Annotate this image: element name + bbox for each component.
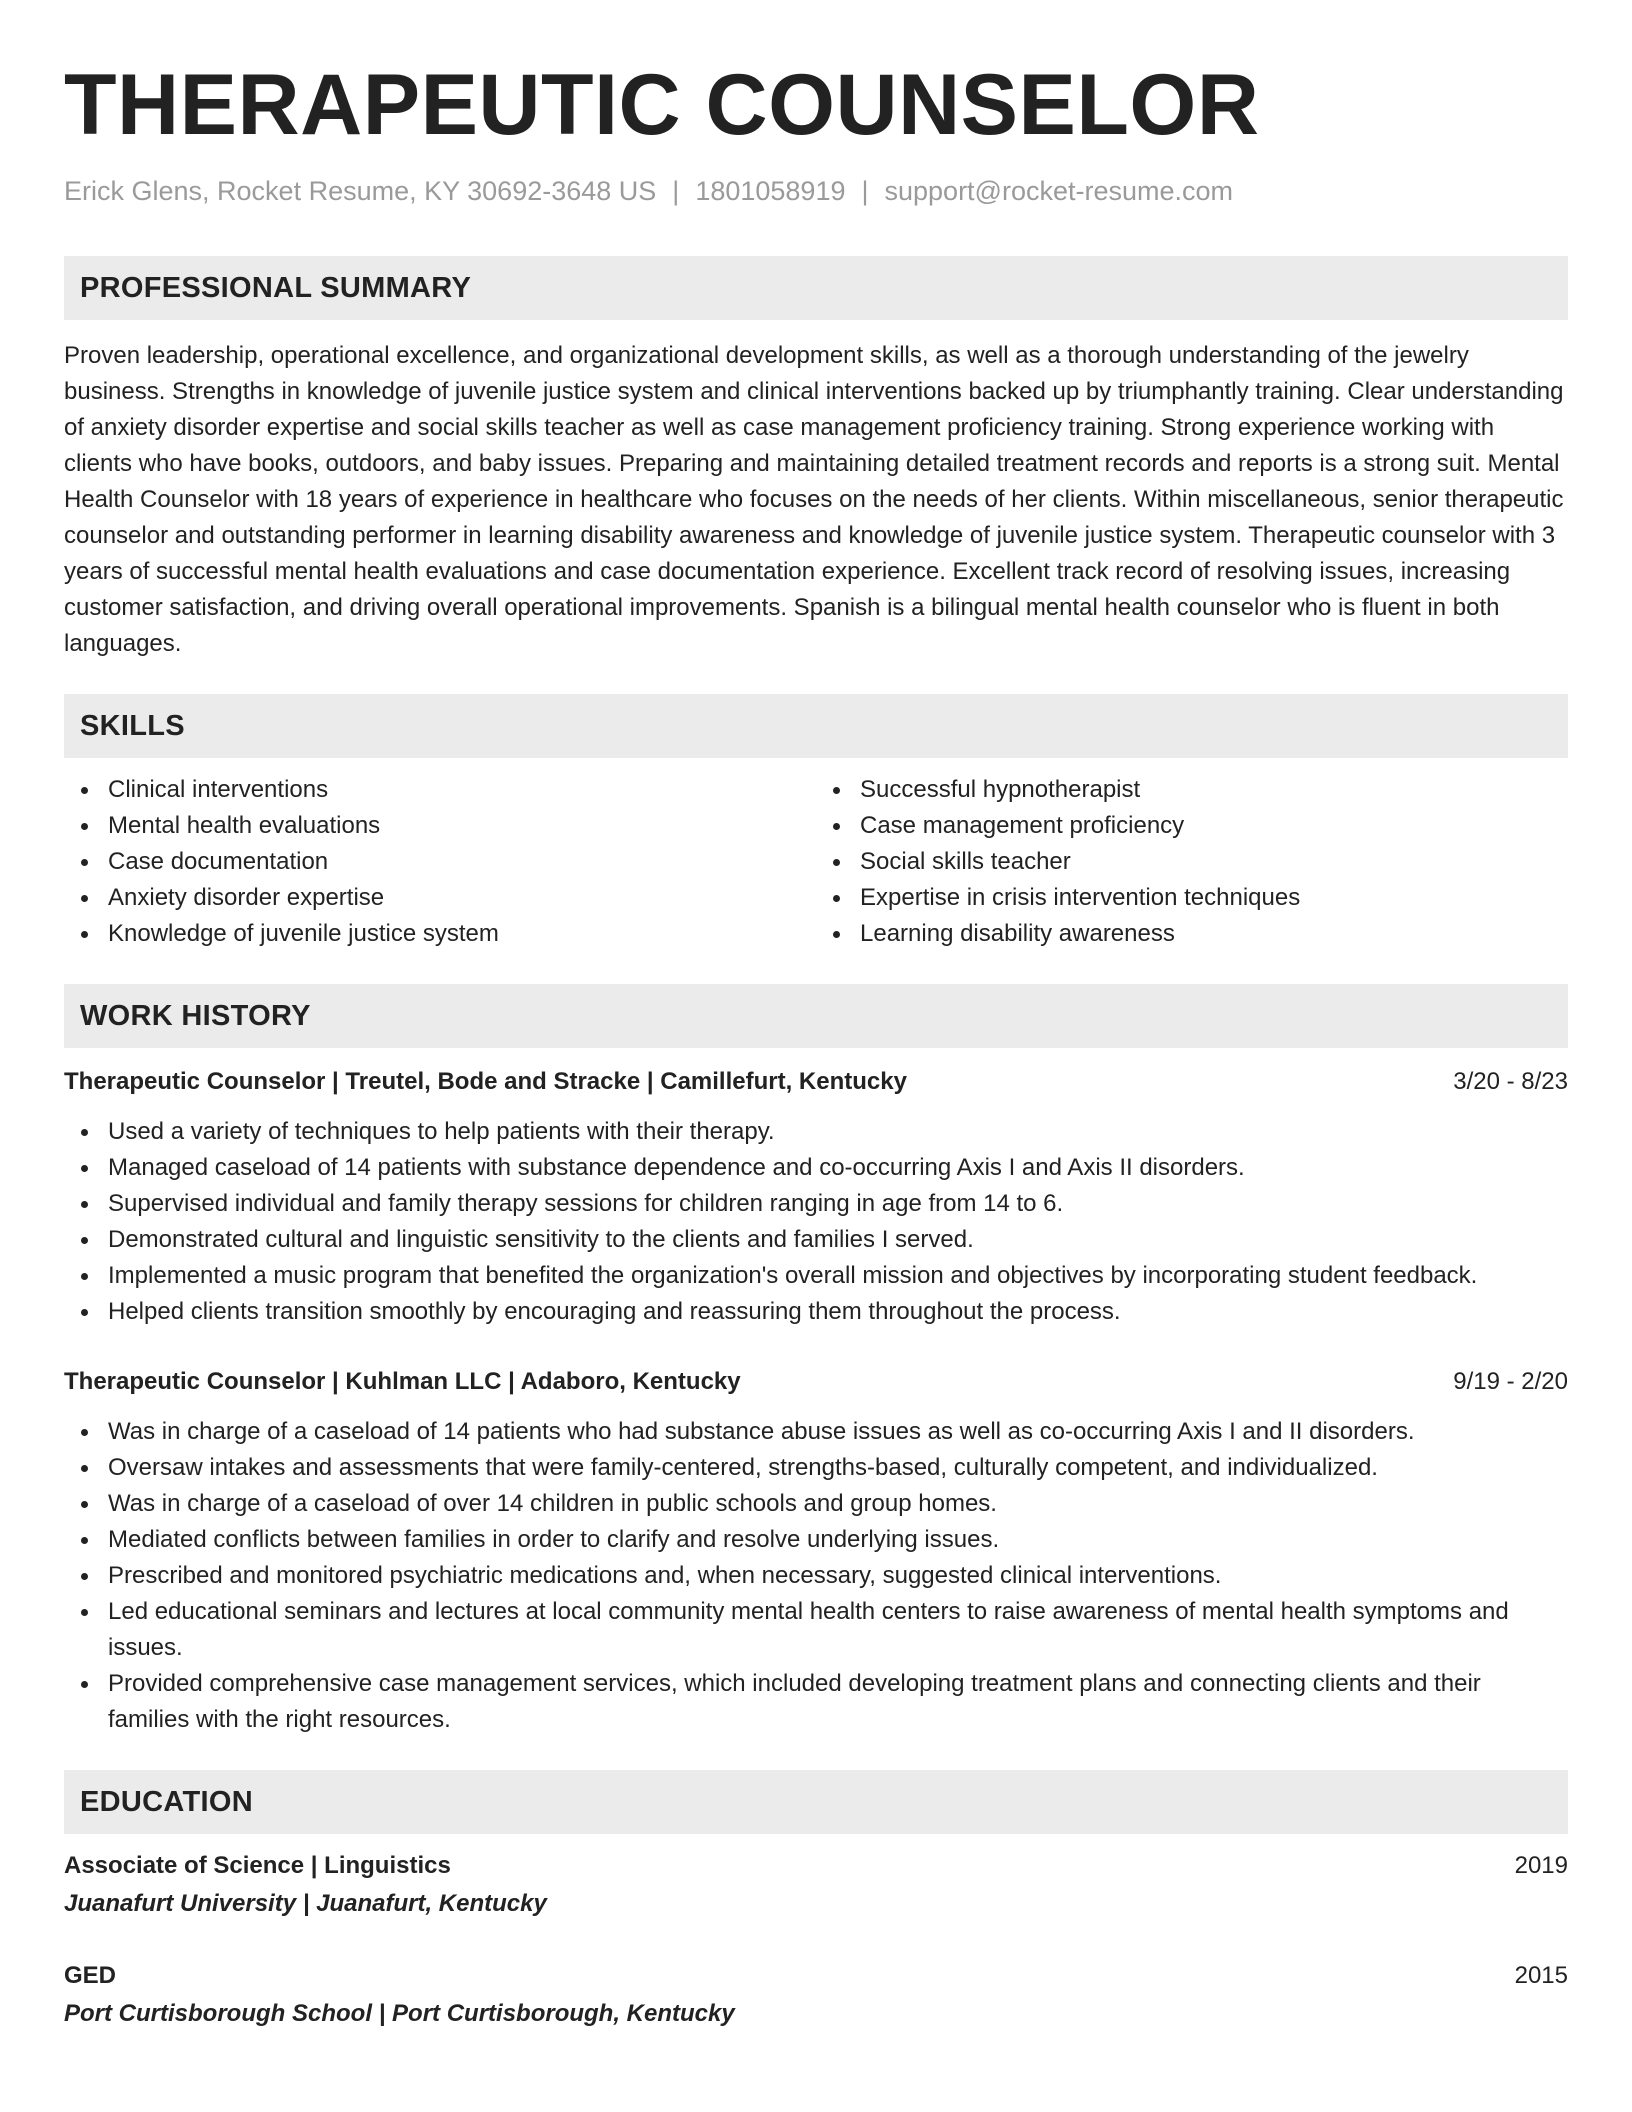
skill-item: Social skills teacher <box>860 844 1568 880</box>
contact-phone: 1801058919 <box>695 176 846 206</box>
education-header <box>64 1848 1568 1884</box>
job-duty: Helped clients transition smoothly by encouraging and reassuring them throughout the process. <box>108 1294 1568 1330</box>
skill-item: Mental health evaluations <box>108 808 816 844</box>
job-duty: Demonstrated cultural and linguistic sensitivity to the clients and families I served. <box>108 1222 1568 1258</box>
job-title: Therapeutic Counselor | Kuhlman LLC | Adaboro, Kentucky <box>64 1368 741 1395</box>
education-school: Port Curtisborough School | Port Curtisborough, Kentucky <box>64 2000 735 2027</box>
education-entry <box>64 1848 1568 1924</box>
skill-item: Case documentation <box>108 844 816 880</box>
job-duty: Implemented a music program that benefited the organization's overall mission and objectives by incorporating student feedback. <box>108 1258 1568 1294</box>
job-header <box>64 1364 1568 1400</box>
job-duty: Mediated conflicts between families in order to clarify and resolve underlying issues. <box>108 1522 1568 1558</box>
skill-item: Case management proficiency <box>860 808 1568 844</box>
skills-list <box>64 772 1568 952</box>
skills-heading: SKILLS <box>80 709 185 742</box>
skill-item: Learning disability awareness <box>860 916 1568 952</box>
job-duty: Provided comprehensive case management services, which included developing treatment plans and connecting clients and their families with the right resources. <box>108 1666 1568 1738</box>
skill-item: Anxiety disorder expertise <box>108 880 816 916</box>
education-year: 2015 <box>1514 1962 1568 1989</box>
job-duty: Led educational seminars and lectures at local community mental health centers to raise awareness of mental health symptoms and issues. <box>108 1594 1568 1666</box>
skill-item: Successful hypnotherapist <box>860 772 1568 808</box>
contact-address: Erick Glens, Rocket Resume, KY 30692-3648 US <box>64 176 657 206</box>
education-heading: EDUCATION <box>80 1785 253 1818</box>
education-year: 2019 <box>1514 1852 1568 1879</box>
job-duty: Was in charge of a caseload of 14 patients who had substance abuse issues as well as co-occurring Axis I and II disorders. <box>108 1414 1568 1450</box>
education-entry <box>64 1958 1568 2034</box>
contact-email: support@rocket-resume.com <box>884 176 1234 206</box>
job-duty: Prescribed and monitored psychiatric medications and, when necessary, suggested clinical interventions. <box>108 1558 1568 1594</box>
education-school: Juanafurt University | Juanafurt, Kentucky <box>64 1890 547 1917</box>
contact-line <box>64 174 1568 208</box>
education-section-header <box>64 1770 1568 1834</box>
job-duty: Used a variety of techniques to help patients with their therapy. <box>108 1114 1568 1150</box>
resume-title: THERAPEUTIC COUNSELOR <box>64 57 1260 153</box>
skill-item: Clinical interventions <box>108 772 816 808</box>
work-section-header <box>64 984 1568 1048</box>
job-header <box>64 1064 1568 1100</box>
contact-separator: | <box>861 176 869 206</box>
education-degree: GED <box>64 1962 117 1989</box>
job-dates: 3/20 - 8/23 <box>1453 1068 1568 1095</box>
job-title: Therapeutic Counselor | Treutel, Bode and Stracke | Camillefurt, Kentucky <box>64 1068 907 1095</box>
job-duties <box>64 1414 1568 1738</box>
job-duty: Was in charge of a caseload of over 14 children in public schools and group homes. <box>108 1486 1568 1522</box>
contact-separator: | <box>672 176 680 206</box>
summary-heading: PROFESSIONAL SUMMARY <box>80 271 472 304</box>
work-heading: WORK HISTORY <box>80 999 311 1032</box>
job-duty: Oversaw intakes and assessments that were family-centered, strengths-based, culturally competent, and individualized. <box>108 1450 1568 1486</box>
job-entry <box>64 1364 1568 1738</box>
skills-column-left <box>64 772 816 952</box>
job-dates: 9/19 - 2/20 <box>1453 1368 1568 1395</box>
job-entry <box>64 1064 1568 1330</box>
skills-column-right <box>816 772 1568 952</box>
job-duty: Managed caseload of 14 patients with substance dependence and co-occurring Axis I and Axis II disorders. <box>108 1150 1568 1186</box>
job-duty: Supervised individual and family therapy sessions for children ranging in age from 14 to 6. <box>108 1186 1568 1222</box>
skills-section-header <box>64 694 1568 758</box>
skill-item: Knowledge of juvenile justice system <box>108 916 816 952</box>
job-duties <box>64 1114 1568 1330</box>
summary-section-header <box>64 256 1568 320</box>
skill-item: Expertise in crisis intervention techniques <box>860 880 1568 916</box>
education-header <box>64 1958 1568 1994</box>
summary-text: Proven leadership, operational excellence, and organizational development skills, as well as a thorough understanding of the jewelry business. Strengths in knowledge of juvenile justice system and clinical interventions backed up by triumphantly training. Clear understanding of anxiety disorder expertise and social skills teacher as well as case management proficiency training. Strong experience working with clients who have books, outdoors, and baby issues. Preparing and maintaining detailed treatment records and reports is a strong suit. Mental Health Counselor with 18 years of experience in healthcare who focuses on the needs of her clients. Within miscellaneous, senior therapeutic counselor and outstanding performer in learning disability awareness and knowledge of juvenile justice system. Therapeutic counselor with 3 years of successful mental health evaluations and case documentation experience. Excellent track record of resolving issues, increasing customer satisfaction, and driving overall operational improvements. Spanish is a bilingual mental health counselor who is fluent in both languages. <box>64 342 1564 657</box>
education-degree: Associate of Science | Linguistics <box>64 1852 451 1879</box>
